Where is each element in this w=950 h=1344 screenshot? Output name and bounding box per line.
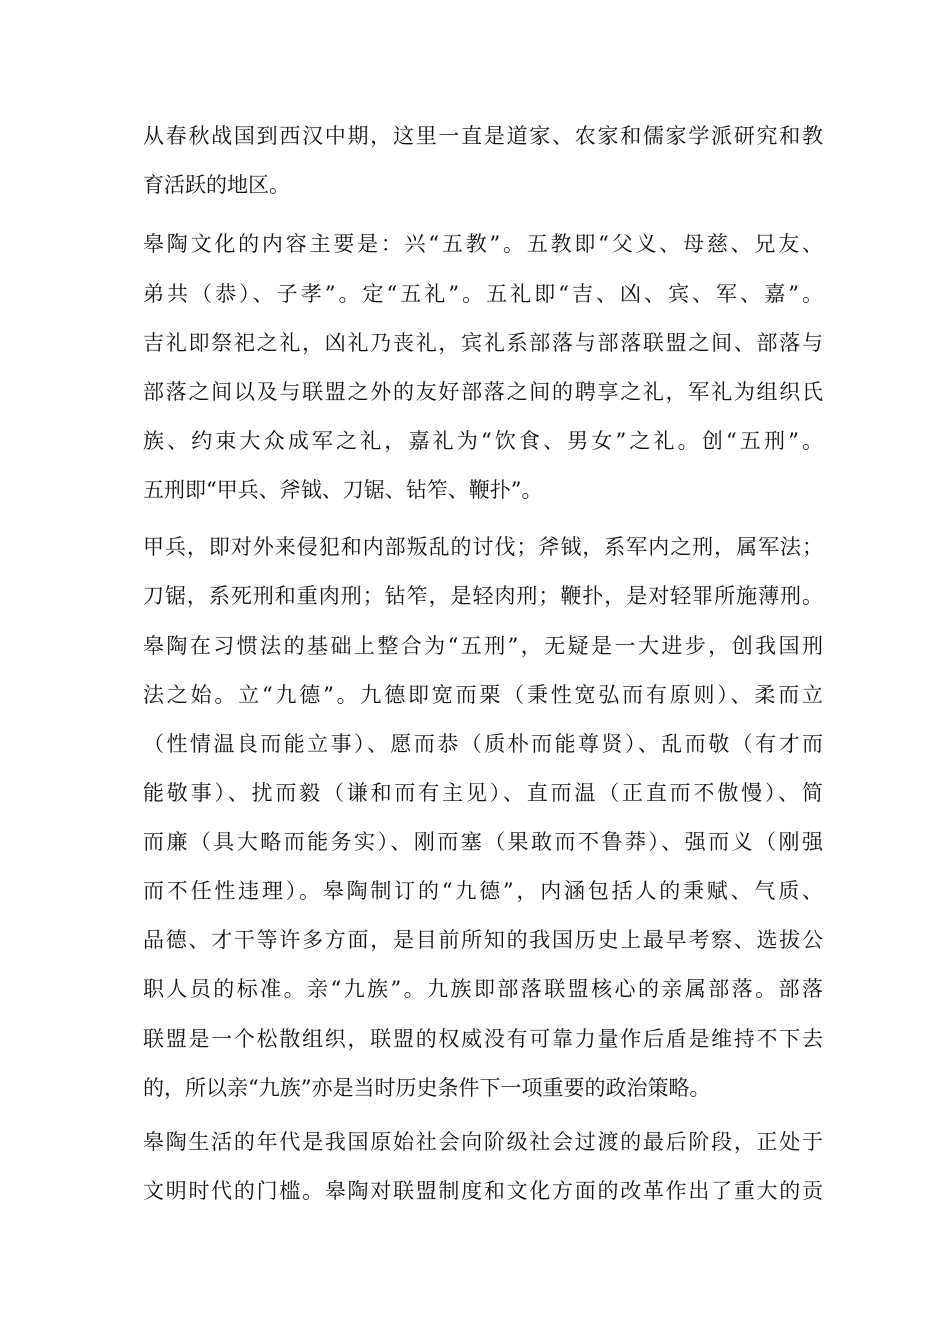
text-line: 品德、才干等许多方面，是目前所知的我国历史上最早考察、选拔公: [143, 928, 823, 952]
text-line: 五刑即“甲兵、斧钺、刀锯、钻笮、鞭扑”。: [143, 478, 543, 502]
text-line: 族、约束大众成军之礼，嘉礼为“饮食、男女”之礼。创“五刑”。: [143, 429, 823, 453]
text-line: （性情温良而能立事）、愿而恭（质朴而能尊贤）、乱而敬（有才而: [143, 732, 823, 756]
text-line: 联盟是一个松散组织，联盟的权威没有可靠力量作后盾是维持不下去: [143, 1027, 823, 1051]
text-line: 从春秋战国到西汉中期，这里一直是道家、农家和儒家学派研究和教: [143, 124, 823, 148]
text-line: 甲兵，即对外来侵犯和内部叛乱的讨伐；斧钺，系军内之刑，属军法；: [143, 535, 823, 559]
text-line: 法之始。立“九德”。九德即宽而栗（秉性宽弘而有原则）、柔而立: [143, 683, 823, 707]
text-line: 刀锯，系死刑和重肉刑；钻笮，是轻肉刑；鞭扑，是对轻罪所施薄刑。: [143, 584, 823, 608]
text-line: 文明时代的门槛。皋陶对联盟制度和文化方面的改革作出了重大的贡: [143, 1179, 823, 1203]
text-line: 弟共（恭）、子孝”。定“五礼”。五礼即“吉、凶、宾、军、嘉”。: [143, 282, 823, 306]
text-line: 部落之间以及与联盟之外的友好部落之间的聘享之礼，军礼为组织氏: [143, 380, 823, 404]
text-line: 而廉（具大略而能务实）、刚而塞（果敢而不鲁莽）、强而义（刚强: [143, 830, 823, 854]
text-line: 吉礼即祭祀之礼，凶礼乃丧礼，宾礼系部落与部落联盟之间、部落与: [143, 331, 823, 355]
text-line: 而不任性违理）。皋陶制订的“九德”，内涵包括人的秉赋、气质、: [143, 879, 823, 903]
text-line: 皋陶生活的年代是我国原始社会向阶级社会过渡的最后阶段，正处于: [143, 1130, 823, 1154]
text-line: 能敬事）、扰而毅（谦和而有主见）、直而温（正直而不傲慢）、简: [143, 781, 823, 805]
text-line: 皋陶在习惯法的基础上整合为“五刑”，无疑是一大进步，创我国刑: [143, 634, 823, 658]
text-line: 皋陶文化的内容主要是：兴“五教”。五教即“父义、母慈、兄友、: [143, 232, 823, 256]
text-line: 的，所以亲“九族”亦是当时历史条件下一项重要的政治策略。: [143, 1076, 711, 1100]
text-line: 职人员的标准。亲“九族”。九族即部落联盟核心的亲属部落。部落: [143, 977, 823, 1001]
text-line: 育活跃的地区。: [143, 173, 290, 197]
